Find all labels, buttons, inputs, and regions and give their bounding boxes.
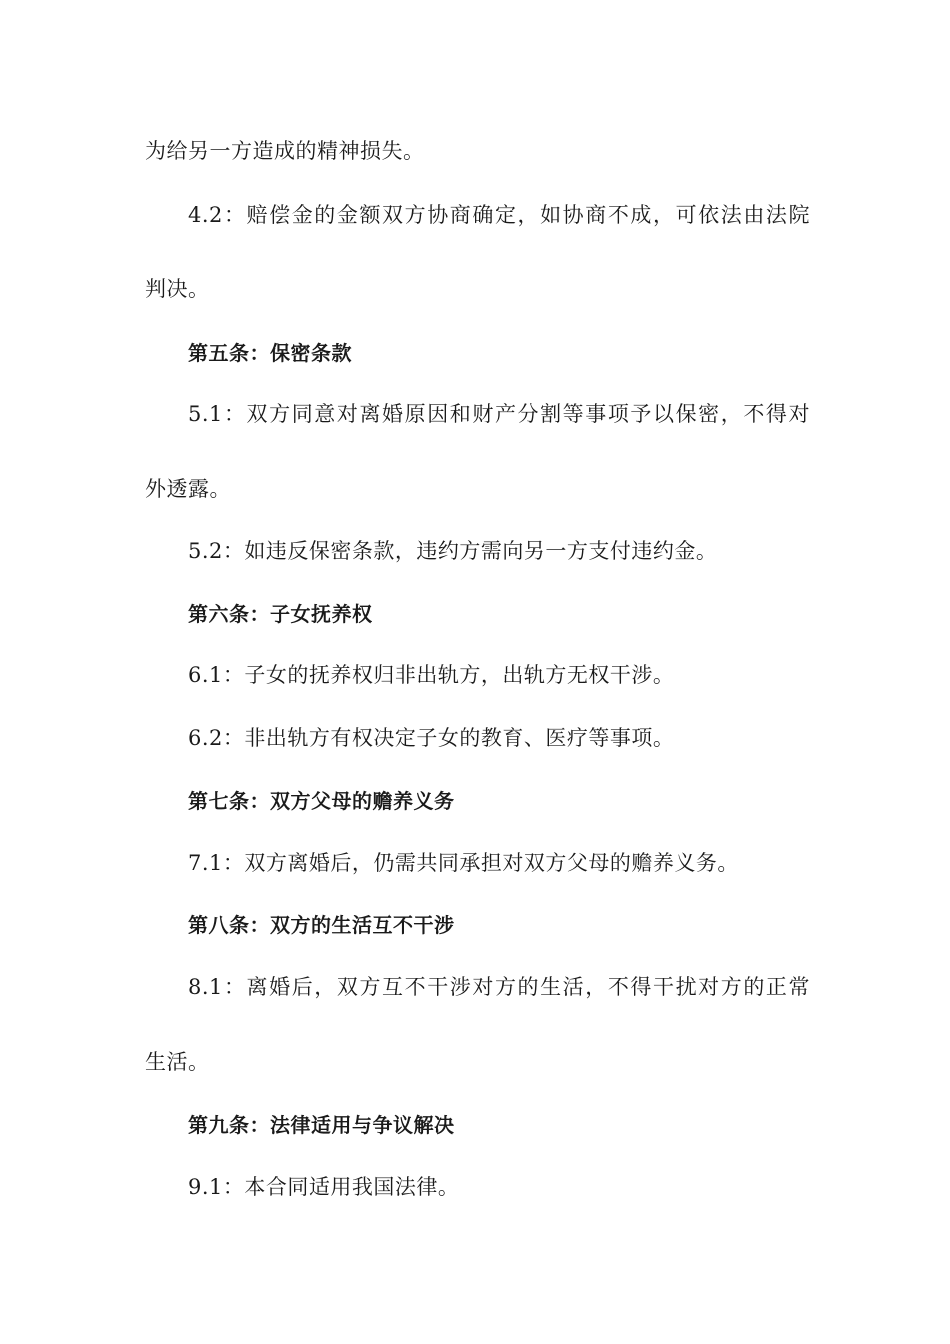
paragraph-line: 为给另一方造成的精神损失。 (145, 139, 425, 163)
article-8-heading: 第八条：双方的生活互不干涉 (188, 913, 455, 937)
article-6-heading: 第六条：子女抚养权 (188, 602, 373, 626)
clause-5-1-line: 5.1：双方同意对离婚原因和财产分割等事项予以保密，不得对 (188, 402, 810, 426)
clause-6-1-line: 6.1：子女的抚养权归非出轨方，出轨方无权干涉。 (188, 663, 675, 687)
article-9-heading: 第九条：法律适用与争议解决 (188, 1113, 455, 1137)
clause-8-1-line: 8.1：离婚后，双方互不干涉对方的生活，不得干扰对方的正常 (188, 975, 810, 999)
paragraph-line: 生活。 (145, 1050, 210, 1074)
clause-6-2-line: 6.2：非出轨方有权决定子女的教育、医疗等事项。 (188, 726, 675, 750)
paragraph-line: 判决。 (145, 277, 210, 301)
clause-9-1-line: 9.1：本合同适用我国法律。 (188, 1175, 460, 1199)
paragraph-line: 外透露。 (145, 477, 231, 501)
clause-5-2-line: 5.2：如违反保密条款，违约方需向另一方支付违约金。 (188, 539, 718, 563)
clause-7-1-line: 7.1：双方离婚后，仍需共同承担对双方父母的赡养义务。 (188, 851, 739, 875)
clause-4-2-line: 4.2：赔偿金的金额双方协商确定，如协商不成，可依法由法院 (188, 203, 810, 227)
article-7-heading: 第七条：双方父母的赡养义务 (188, 789, 455, 813)
article-5-heading: 第五条：保密条款 (188, 341, 352, 365)
